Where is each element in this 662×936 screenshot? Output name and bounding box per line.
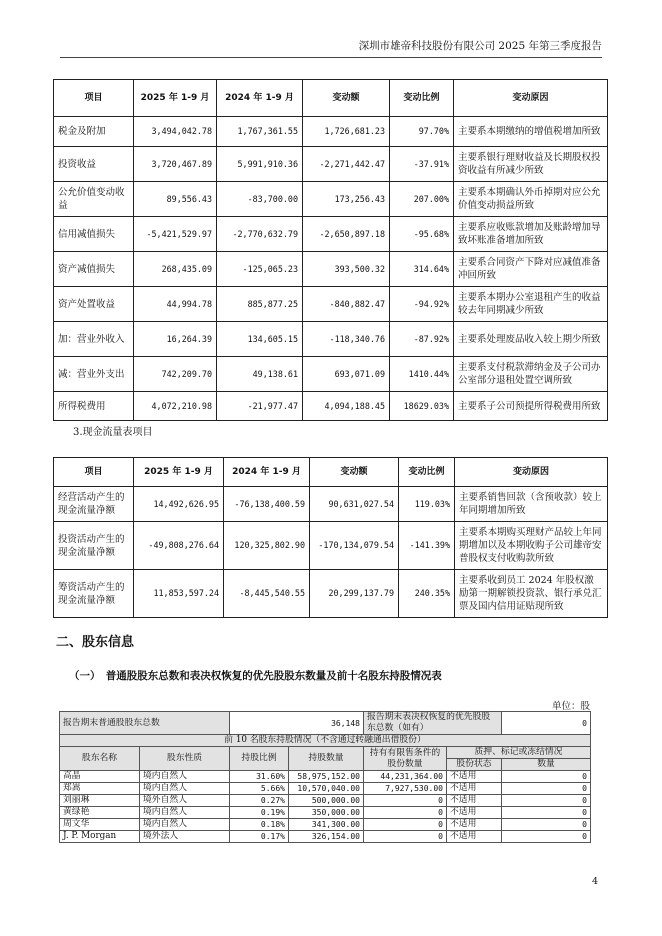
table-cell: 资产减值损失 xyxy=(54,252,134,287)
table-cell: -87.92% xyxy=(390,322,454,357)
table-cell: -94.92% xyxy=(390,287,454,322)
table-cell: 10,570,040.00 xyxy=(289,783,364,795)
table-cell: 1,726,681.23 xyxy=(303,117,390,147)
col-header-2025: 2025 年 1-9 月 xyxy=(134,80,217,117)
table-cell: 资产处置收益 xyxy=(54,287,134,322)
table-cell: 350,000.00 xyxy=(289,807,364,819)
table-cell: -5,421,529.97 xyxy=(134,217,217,252)
table-cell: 主要系销售回款（含预收款）较上年同期增加所致 xyxy=(455,487,608,522)
table-cell: 11,853,597.24 xyxy=(134,570,224,618)
table-cell: 减：营业外支出 xyxy=(54,357,134,392)
shareholder-table xyxy=(59,711,591,843)
col-header-ratio: 持股比例 xyxy=(230,747,289,771)
table-row xyxy=(60,783,591,795)
table-cell: 境内自然人 xyxy=(140,807,230,819)
col-header-2025: 2025 年 1-9 月 xyxy=(134,458,224,487)
table-cell: 341,300.00 xyxy=(289,819,364,831)
table-cell: 税金及附加 xyxy=(54,117,134,147)
table-row xyxy=(60,819,591,831)
table-cell: 周文华 xyxy=(60,819,140,831)
total-row xyxy=(60,712,591,735)
table-row xyxy=(54,487,608,522)
table-cell: 58,975,152.00 xyxy=(289,771,364,783)
pref-label: 报告期末表决权恢复的优先股股东总数（如有） xyxy=(364,712,502,735)
table-cell: 1,767,361.55 xyxy=(217,117,303,147)
table-cell: 0 xyxy=(502,771,591,783)
table-cell: 主要系子公司预提所得税费用所致 xyxy=(454,392,608,421)
table-cell: -95.68% xyxy=(390,217,454,252)
cashflow-items-table xyxy=(53,457,608,618)
col-header-status: 股份状态 xyxy=(447,759,502,771)
table-cell: 89,556.43 xyxy=(134,182,217,217)
table-header-row xyxy=(60,747,591,759)
table-cell: 18629.03% xyxy=(390,392,454,421)
table-row xyxy=(54,287,608,322)
table-cell: 不适用 xyxy=(447,831,502,843)
table-cell: -76,138,400.59 xyxy=(224,487,310,522)
table-cell: 134,605.15 xyxy=(217,322,303,357)
col-header-reason: 变动原因 xyxy=(454,80,608,117)
table-cell: -83,700.00 xyxy=(217,182,303,217)
table-cell: 所得税费用 xyxy=(54,392,134,421)
col-header-count: 数量 xyxy=(502,759,591,771)
col-header-ratio: 变动比例 xyxy=(390,80,454,117)
table-cell: 主要系银行理财收益及长期股权投资收益有所减少所致 xyxy=(454,147,608,182)
table-cell: 主要系收到员工 2024 年股权激励第一期解锁投资款、银行承兑汇票及国内信用证贴现所致 xyxy=(455,570,608,618)
income-items-table xyxy=(53,79,608,421)
table-row xyxy=(54,217,608,252)
table-cell: -2,770,632.79 xyxy=(217,217,303,252)
table-cell: 加：营业外收入 xyxy=(54,322,134,357)
total-label: 报告期末普通股股东总数 xyxy=(60,712,230,735)
table-cell: 不适用 xyxy=(447,819,502,831)
table-cell: -8,445,540.55 xyxy=(224,570,310,618)
table-cell: 境内自然人 xyxy=(140,771,230,783)
table-cell: 3,494,042.78 xyxy=(134,117,217,147)
table-cell: 投资活动产生的现金流量净额 xyxy=(54,522,134,570)
table-row xyxy=(54,182,608,217)
table-cell: 0 xyxy=(502,783,591,795)
total-value: 36,148 xyxy=(230,712,364,735)
table-cell: 16,264.39 xyxy=(134,322,217,357)
table-cell: 119.03% xyxy=(399,487,455,522)
table-cell: 0.17% xyxy=(230,831,289,843)
table-cell: 主要系本期缴纳的增值税增加所致 xyxy=(454,117,608,147)
pref-value: 0 xyxy=(502,712,591,735)
table-cell: 0 xyxy=(502,807,591,819)
col-header-nature: 股东性质 xyxy=(140,747,230,771)
table-cell: -37.91% xyxy=(390,147,454,182)
table-cell: 不适用 xyxy=(447,795,502,807)
top10-caption-row xyxy=(60,735,591,747)
table-cell: 120,325,802.90 xyxy=(224,522,310,570)
table-cell: 44,994.78 xyxy=(134,287,217,322)
table-row xyxy=(60,795,591,807)
table-cell: 黄绿艳 xyxy=(60,807,140,819)
col-header-change: 变动额 xyxy=(303,80,390,117)
col-header-item: 项目 xyxy=(54,80,134,117)
table-cell: 20,299,137.79 xyxy=(310,570,399,618)
table-cell: 693,071.09 xyxy=(303,357,390,392)
col-header-pledge: 质押、标记或冻结情况 xyxy=(447,747,591,759)
col-header-2024: 2024 年 1-9 月 xyxy=(224,458,310,487)
table-cell: 90,631,027.54 xyxy=(310,487,399,522)
table-cell: 不适用 xyxy=(447,807,502,819)
table-cell: 主要系处理废品收入较上期少所致 xyxy=(454,322,608,357)
table-cell: 不适用 xyxy=(447,783,502,795)
table-row xyxy=(60,771,591,783)
table-cell: -49,808,276.64 xyxy=(134,522,224,570)
table-cell: 500,000.00 xyxy=(289,795,364,807)
table-cell: -21,977.47 xyxy=(217,392,303,421)
table-cell: -141.39% xyxy=(399,522,455,570)
table-cell: 4,094,188.45 xyxy=(303,392,390,421)
table-cell: 境内自然人 xyxy=(140,819,230,831)
table-cell: 0 xyxy=(364,795,447,807)
table-row xyxy=(54,117,608,147)
table-cell: 5.66% xyxy=(230,783,289,795)
table-row xyxy=(60,807,591,819)
table-cell: 173,256.43 xyxy=(303,182,390,217)
cashflow-section-label: 3.现金流量表项目 xyxy=(73,427,153,438)
page-number: 4 xyxy=(591,876,598,887)
col-header-change: 变动额 xyxy=(310,458,399,487)
col-header-ratio: 变动比例 xyxy=(399,458,455,487)
col-header-2024: 2024 年 1-9 月 xyxy=(217,80,303,117)
table-cell: -840,882.47 xyxy=(303,287,390,322)
table-cell: J. P. Morgan xyxy=(60,831,140,843)
table-cell: 信用减值损失 xyxy=(54,217,134,252)
table-cell: 268,435.09 xyxy=(134,252,217,287)
table-header-row xyxy=(54,458,608,487)
table-cell: 885,877.25 xyxy=(217,287,303,322)
report-header xyxy=(60,38,602,58)
table-cell: 326,154.00 xyxy=(289,831,364,843)
table-cell: 经营活动产生的现金流量净额 xyxy=(54,487,134,522)
table-cell: 0.19% xyxy=(230,807,289,819)
table-cell: 44,231,364.00 xyxy=(364,771,447,783)
table-cell: 240.35% xyxy=(399,570,455,618)
col-header-restricted: 持有有限售条件的股份数量 xyxy=(364,747,447,771)
table-cell: 0 xyxy=(502,831,591,843)
table-cell: 境外自然人 xyxy=(140,795,230,807)
unit-label: 单位：股 xyxy=(551,701,590,712)
table-cell: -170,134,079.54 xyxy=(310,522,399,570)
table-cell: 主要系合同资产下降对应减值准备冲回所致 xyxy=(454,252,608,287)
table-cell: -2,650,897.18 xyxy=(303,217,390,252)
table-cell: 刘丽琳 xyxy=(60,795,140,807)
table-cell: 1410.44% xyxy=(390,357,454,392)
table-cell: 3,720,467.89 xyxy=(134,147,217,182)
section-subtitle: （一） 普通股股东总数和表决权恢复的优先股股东数量及前十名股东持股情况表 xyxy=(69,670,442,682)
table-cell: 境外法人 xyxy=(140,831,230,843)
table-cell: 投资收益 xyxy=(54,147,134,182)
table-cell: 393,500.32 xyxy=(303,252,390,287)
table-cell: 742,209.70 xyxy=(134,357,217,392)
table-header-row xyxy=(54,80,608,117)
table-cell: 49,138.61 xyxy=(217,357,303,392)
table-cell: 0.18% xyxy=(230,819,289,831)
table-row xyxy=(54,357,608,392)
table-cell: 0.27% xyxy=(230,795,289,807)
table-cell: 14,492,626.95 xyxy=(134,487,224,522)
table-cell: 郑嵩 xyxy=(60,783,140,795)
table-cell: 207.00% xyxy=(390,182,454,217)
table-cell: 境内自然人 xyxy=(140,783,230,795)
table-cell: 主要系应收账款增加及账龄增加导致坏账准备增加所致 xyxy=(454,217,608,252)
table-row xyxy=(54,392,608,421)
table-cell: 0 xyxy=(502,819,591,831)
table-cell: 公允价值变动收益 xyxy=(54,182,134,217)
table-cell: 4,072,210.98 xyxy=(134,392,217,421)
col-header-item: 项目 xyxy=(54,458,134,487)
table-cell: -2,271,442.47 xyxy=(303,147,390,182)
section-title: 二、股东信息 xyxy=(56,635,135,650)
table-row xyxy=(54,322,608,357)
table-cell: -125,065.23 xyxy=(217,252,303,287)
table-row xyxy=(54,147,608,182)
table-cell: 0 xyxy=(364,807,447,819)
table-cell: 高晶 xyxy=(60,771,140,783)
table-cell: 主要系本期确认外币掉期对应公允价值变动损益所致 xyxy=(454,182,608,217)
table-cell: 不适用 xyxy=(447,771,502,783)
col-header-reason: 变动原因 xyxy=(455,458,608,487)
table-cell: 5,991,910.36 xyxy=(217,147,303,182)
table-cell: 97.70% xyxy=(390,117,454,147)
table-cell: 筹资活动产生的现金流量净额 xyxy=(54,570,134,618)
table-row xyxy=(54,522,608,570)
table-cell: 31.60% xyxy=(230,771,289,783)
table-row xyxy=(54,570,608,618)
table-cell: 0 xyxy=(364,819,447,831)
table-cell: 7,927,530.00 xyxy=(364,783,447,795)
col-header-qty: 持股数量 xyxy=(289,747,364,771)
table-cell: -118,340.76 xyxy=(303,322,390,357)
table-cell: 主要系本期购买理财产品较上年同期增加以及本期收购子公司雄帝安普股权支付收购款所致 xyxy=(455,522,608,570)
table-row xyxy=(60,831,591,843)
table-cell: 主要系本期办公室退租产生的收益较去年同期减少所致 xyxy=(454,287,608,322)
table-cell: 0 xyxy=(502,795,591,807)
table-row xyxy=(54,252,608,287)
report-title: 深圳市雄帝科技股份有限公司 2025 年第三季度报告 xyxy=(358,40,602,52)
table-cell: 314.64% xyxy=(390,252,454,287)
table-cell: 主要系支付税款滞纳金及子公司办公室部分退租处置空调所致 xyxy=(454,357,608,392)
table-cell: 0 xyxy=(364,831,447,843)
col-header-name: 股东名称 xyxy=(60,747,140,771)
top10-caption: 前 10 名股东持股情况（不含通过转融通出借股份） xyxy=(60,735,591,747)
